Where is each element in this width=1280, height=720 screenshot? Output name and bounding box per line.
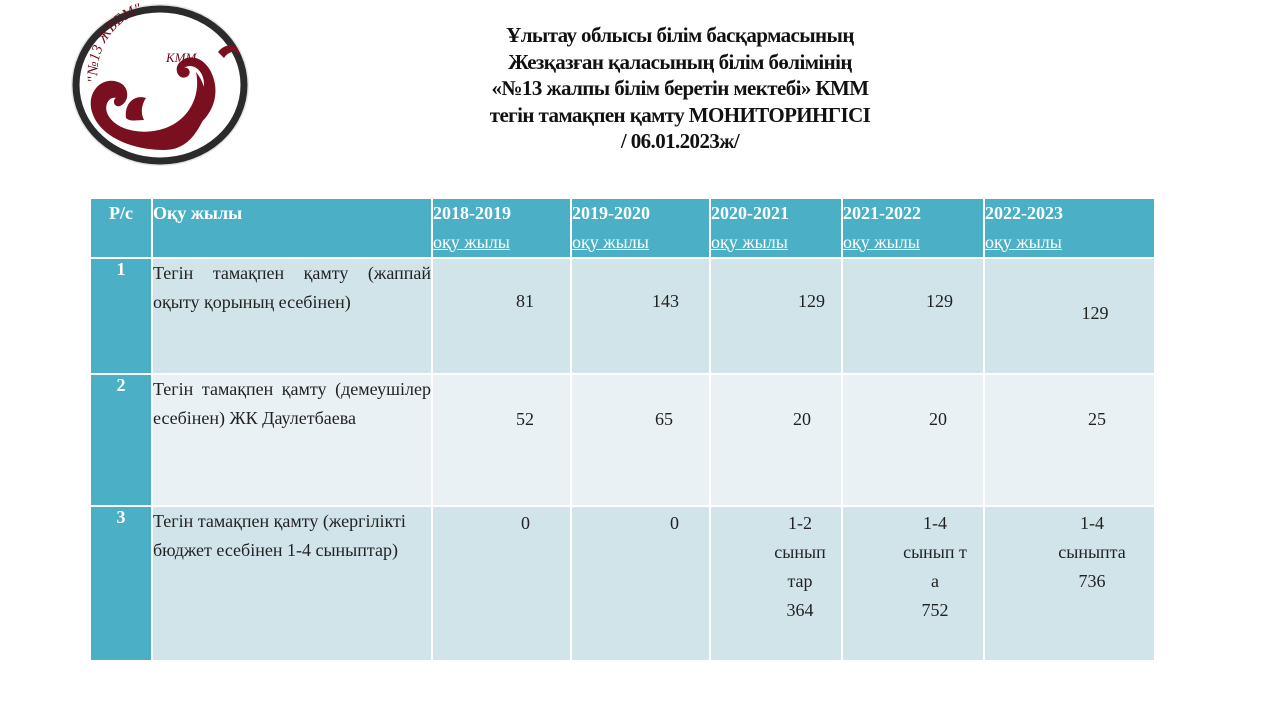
value-2018-2019: 52 <box>432 374 571 506</box>
row-label: Тегін тамақпен қамту (жергілікті бюджет есебінен 1-4 сыныптар) <box>152 506 432 661</box>
header-row-number: Р/с <box>90 198 152 258</box>
header-2020-2021: 2020-2021 оқу жылы <box>710 198 842 258</box>
row-label: Тегін тамақпен қамту (жаппай оқыту қорының есебінен) <box>152 258 432 374</box>
title-line-1: Ұлытау облысы білім басқармасының <box>506 23 854 47</box>
row-number: 2 <box>90 374 152 506</box>
title-line-4: тегін тамақпен қамту МОНИТОРИНГІСІ <box>489 102 871 127</box>
value-2021-2022: 1-4 сынып т а 752 <box>842 506 984 661</box>
row-number: 1 <box>90 258 152 374</box>
value-2020-2021: 1-2 сынып тар 364 <box>710 506 842 661</box>
table-row <box>90 374 1155 506</box>
row-label: Тегін тамақпен қамту (демеушілер есебінен) ЖК Даулетбаева <box>152 374 432 506</box>
document-title <box>400 22 960 155</box>
value-2020-2021: 129 <box>710 258 842 374</box>
header-2018-2019: 2018-2019 оқу жылы <box>432 198 571 258</box>
value-2022-2023: 25 <box>984 374 1155 506</box>
school-logo <box>68 0 252 168</box>
value-2022-2023: 1-4 сыныпта 736 <box>984 506 1155 661</box>
value-2018-2019: 0 <box>432 506 571 661</box>
header-2019-2020: 2019-2020 оқу жылы <box>571 198 710 258</box>
title-line-2: Жезқазған қаласының білім бөлімінің <box>508 49 852 74</box>
monitoring-table <box>89 197 1156 662</box>
value-2021-2022: 20 <box>842 374 984 506</box>
table-header-row <box>90 198 1155 258</box>
logo-ring-text: "№13 ЖББМ" <box>85 1 144 84</box>
row-number: 3 <box>90 506 152 661</box>
table-row <box>90 506 1155 661</box>
value-2020-2021: 20 <box>710 374 842 506</box>
header-2021-2022: 2021-2022 оқу жылы <box>842 198 984 258</box>
value-2018-2019: 81 <box>432 258 571 374</box>
header-academic-year: Оқу жылы <box>152 198 432 258</box>
value-2021-2022: 129 <box>842 258 984 374</box>
title-line-3: «№13 жалпы білім беретін мектебі» КММ <box>491 76 869 100</box>
logo-sub-text: КММ <box>166 50 197 65</box>
title-line-5: / 06.01.2023ж/ <box>620 129 740 153</box>
value-2022-2023: 129 <box>984 258 1155 374</box>
value-2019-2020: 143 <box>571 258 710 374</box>
table-row <box>90 258 1155 374</box>
value-2019-2020: 0 <box>571 506 710 661</box>
header-2022-2023: 2022-2023 оқу жылы <box>984 198 1155 258</box>
value-2019-2020: 65 <box>571 374 710 506</box>
